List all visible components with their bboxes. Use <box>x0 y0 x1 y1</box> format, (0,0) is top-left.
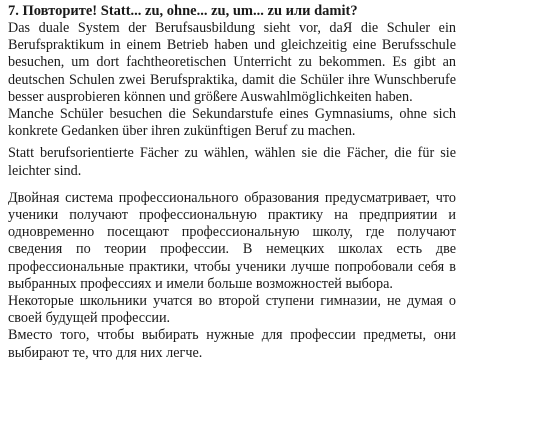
german-paragraph-3: Statt berufsorientierte Fächer zu wählen, wählen sie die Fächer, die für sie leichter sind. <box>8 145 456 179</box>
russian-paragraph-3: Вместо того, чтобы выбирать нужные для профессии предметы, они выбирают те, что для них легче. <box>8 327 456 361</box>
german-paragraph-2: Manche Schüler besuchen die Sekundarstufe eines Gymnasiums, ohne sich konkrete Gedanken über ihren zukünftigen Beruf zu machen. <box>8 106 456 140</box>
russian-paragraph-2: Некоторые школьники учатся во второй ступени гимназии, не думая о своей будущей профессии. <box>8 293 456 327</box>
exercise-page <box>8 3 456 362</box>
exercise-heading: 7. Повторите! Statt... zu, ohne... zu, um... zu или damit? <box>8 3 358 19</box>
german-paragraph-1: Das duale System der Berufsausbildung sieht vor, daЯ die Schuler ein Berufspraktikum in einem Betrieb haben und gleichzeitig eine Berufsschule besuchen, um dort fachtheoretischen Unterricht zu bekommen. Es gibt an deutschen Schulen zwei Berufspraktika, damit die Schüler ihre Wunschberufe besser ausprobieren können und größere Auswahlmöglichkeiten haben. <box>8 20 456 105</box>
russian-paragraph-1: Двойная система профессионального образования предусматривает, что ученики получают профессиональную практику на предприятии и одновременно посещают профессиональную школу, где получают сведения по теории профессии. В немецких школах есть две профессиональные практики, чтобы ученики лучше попробовали себя в выбранных профессиях и имели больше возможностей выбора. <box>8 189 456 292</box>
